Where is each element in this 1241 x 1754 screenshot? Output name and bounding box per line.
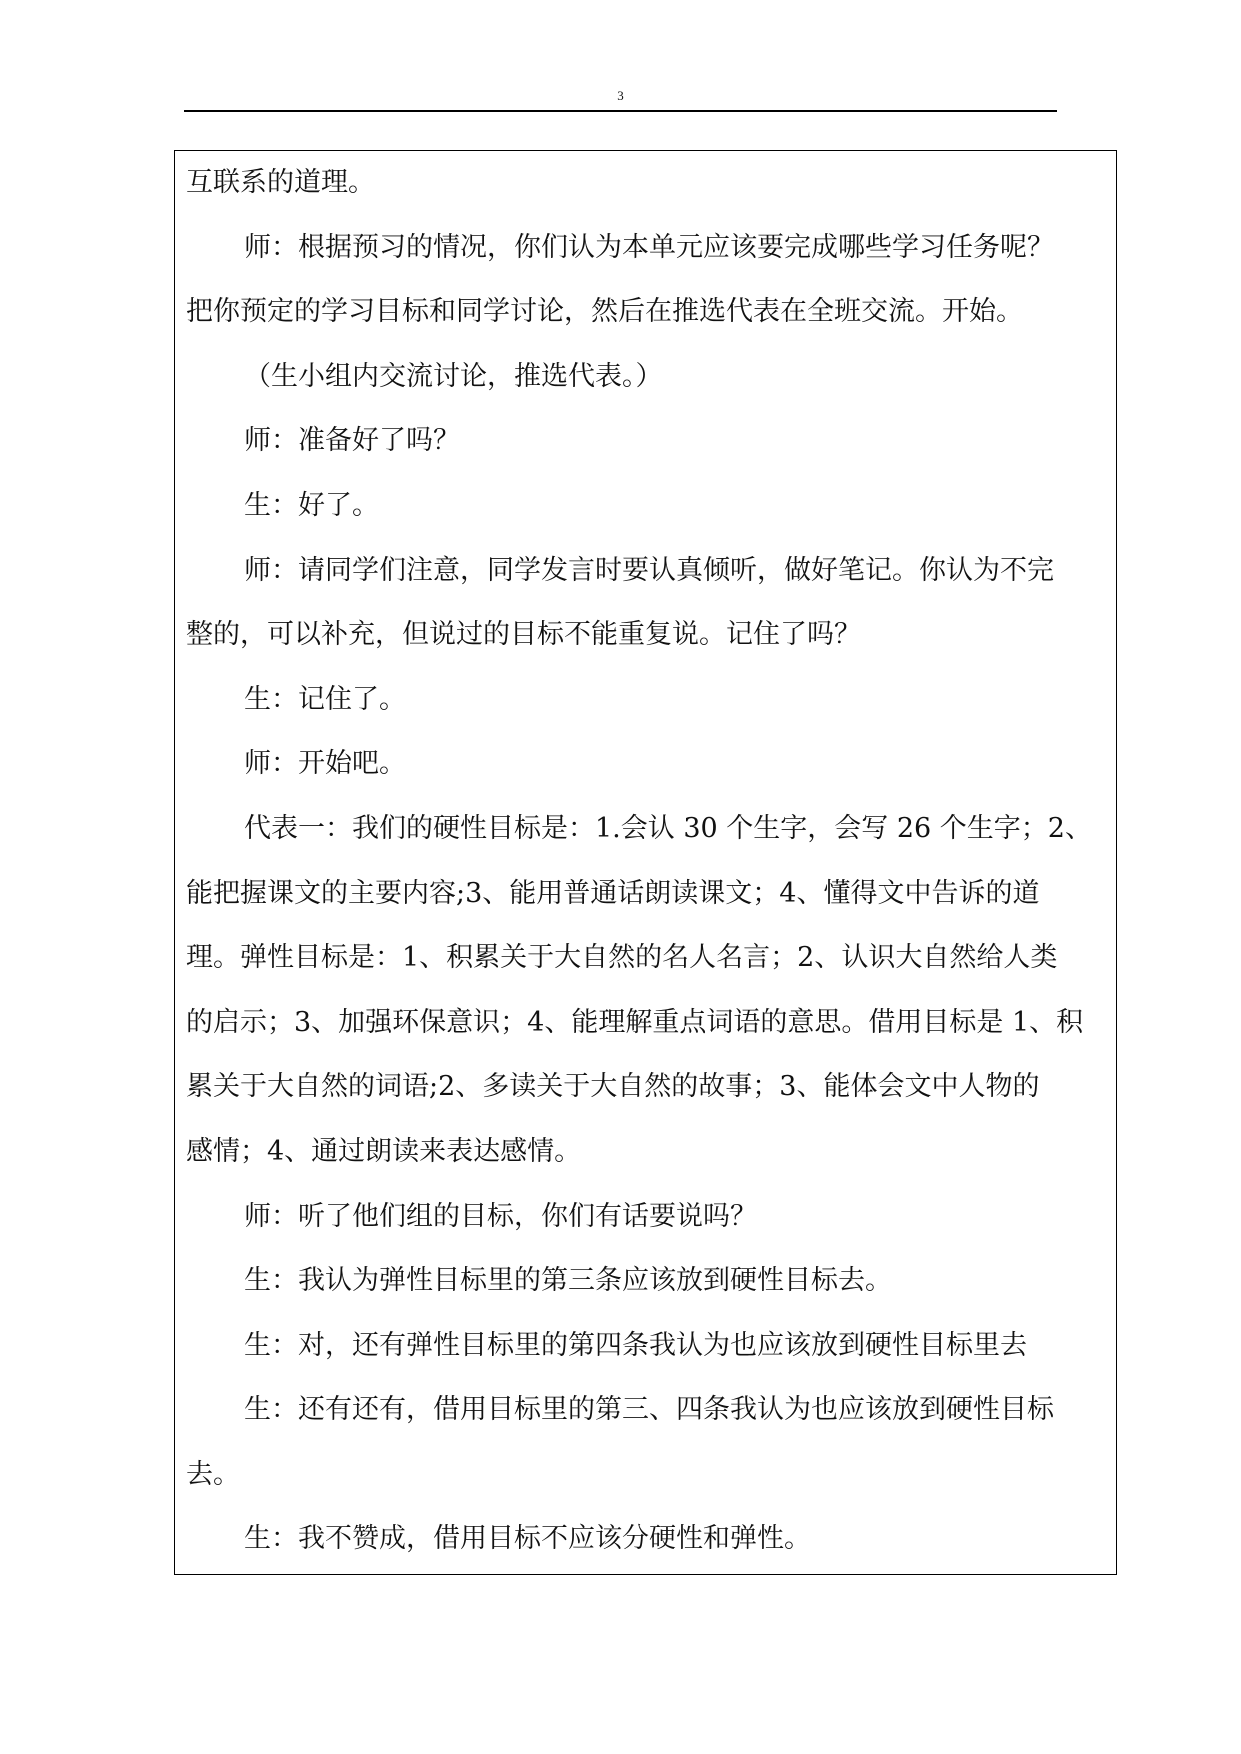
document-body bbox=[186, 162, 1116, 1583]
text-line: 师：根据预习的情况，你们认为本单元应该要完成哪些学习任务呢？ bbox=[244, 231, 1054, 263]
text-line: 生：还有还有，借用目标里的第三、四条我认为也应该放到硬性目标 bbox=[244, 1394, 1054, 1426]
text-line: 去。 bbox=[186, 1458, 240, 1490]
text-line: 生：我不赞成，借用目标不应该分硬性和弹性。 bbox=[244, 1523, 811, 1555]
header-rule bbox=[184, 110, 1057, 112]
text-line: 师：听了他们组的目标，你们有话要说吗？ bbox=[244, 1200, 757, 1232]
text-line: 生：好了。 bbox=[244, 489, 379, 521]
text-line: 的启示；3、加强环保意识；4、能理解重点词语的意思。借用目标是 1、积 bbox=[186, 1006, 1084, 1038]
text-line: 理。弹性目标是：1、积累关于大自然的名人名言；2、认识大自然给人类 bbox=[186, 942, 1058, 974]
text-line: 代表一：我们的硬性目标是：1.会认 30 个生字，会写 26 个生字；2、 bbox=[244, 812, 1092, 844]
text-line: 把你预定的学习目标和同学讨论，然后在推选代表在全班交流。开始。 bbox=[186, 296, 1023, 328]
text-line: 师：开始吧。 bbox=[244, 748, 406, 780]
text-line: 生：对，还有弹性目标里的第四条我认为也应该放到硬性目标里去 bbox=[244, 1329, 1027, 1361]
page-number: 3 bbox=[617, 88, 624, 103]
text-line: 累关于大自然的词语;2、多读关于大自然的故事；3、能体会文中人物的 bbox=[186, 1071, 1040, 1103]
text-line: （生小组内交流讨论，推选代表。） bbox=[244, 360, 663, 392]
text-line: 感情；4、通过朗读来表达感情。 bbox=[186, 1135, 582, 1167]
text-line: 师：请同学们注意，同学发言时要认真倾听，做好笔记。你认为不完 bbox=[244, 554, 1054, 586]
text-line: 整的，可以补充，但说过的目标不能重复说。记住了吗？ bbox=[186, 619, 861, 651]
text-line: 生：我认为弹性目标里的第三条应该放到硬性目标去。 bbox=[244, 1265, 892, 1297]
text-line: 能把握课文的主要内容;3、能用普通话朗读课文；4、懂得文中告诉的道 bbox=[186, 877, 1040, 909]
text-line: 互联系的道理。 bbox=[186, 167, 375, 198]
text-line: 生：记住了。 bbox=[244, 683, 406, 715]
text-line: 师：准备好了吗？ bbox=[244, 425, 460, 457]
